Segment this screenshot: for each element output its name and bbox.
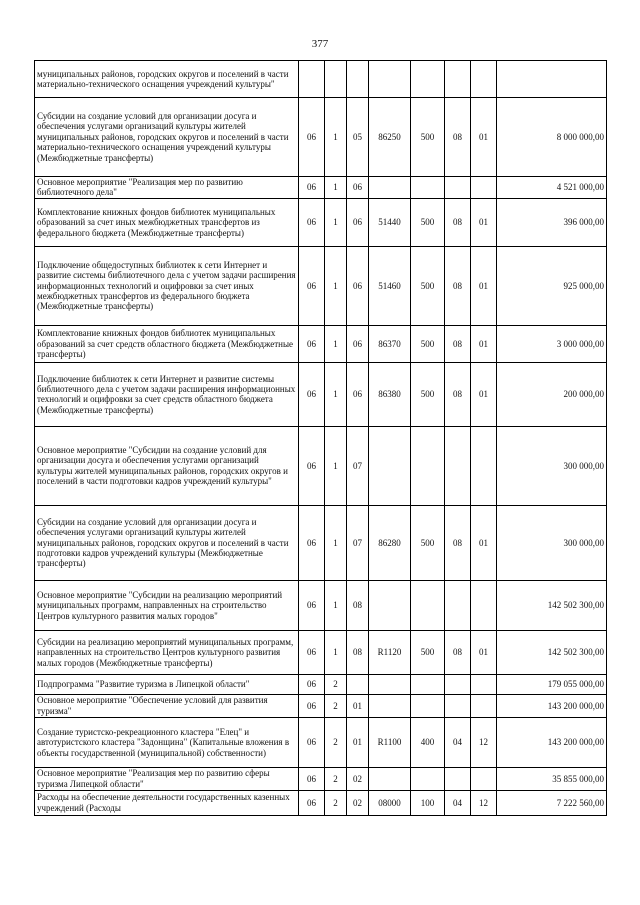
- code-direction: [369, 694, 411, 717]
- row-description: Создание туристско-рекреационного кластера "Елец" и автотуристского кластера "Задонщина" (Капитальные вложения в объекты государственной (муниципальной) собственности): [35, 717, 299, 767]
- code-section: 04: [445, 790, 471, 815]
- code-program: 1: [325, 426, 347, 505]
- row-description: Субсидии на создание условий для организации досуга и обеспечения услугами организаций культуры жителей муниципальных районов, городских округов и поселений в части материально-технического оснащения учреждений культуры (Межбюджетные трансферты): [35, 98, 299, 177]
- code-program: [325, 61, 347, 98]
- row-amount: 300 000,00: [497, 505, 607, 580]
- row-amount: 142 502 300,00: [497, 580, 607, 630]
- row-amount: 300 000,00: [497, 426, 607, 505]
- code-ministry: 06: [299, 580, 325, 630]
- code-program: 1: [325, 362, 347, 426]
- row-description: Комплектование книжных фондов библиотек муниципальных образований за счет иных межбюджетных трансфертов из федерального бюджета (Межбюджетные трансферты): [35, 198, 299, 246]
- code-direction: [369, 580, 411, 630]
- code-subsection: 12: [471, 717, 497, 767]
- code-section: [445, 426, 471, 505]
- table-row: [35, 630, 607, 674]
- code-subsection: 01: [471, 325, 497, 362]
- code-subsection: 12: [471, 790, 497, 815]
- code-ministry: 06: [299, 694, 325, 717]
- code-program: 1: [325, 325, 347, 362]
- code-section: [445, 694, 471, 717]
- code-program: 2: [325, 767, 347, 790]
- row-description: Подключение общедоступных библиотек к сети Интернет и развитие системы библиотечного дела с учетом задачи расширения информационных технологий и оцифровки за счет иных межбюджетных трансфертов из федерального бюджета (Межбюджетные трансферты): [35, 246, 299, 325]
- code-subsection: [471, 580, 497, 630]
- code-direction: [369, 426, 411, 505]
- table-row: [35, 98, 607, 177]
- row-amount: 925 000,00: [497, 246, 607, 325]
- code-subsection: [471, 177, 497, 199]
- code-subprogram: 07: [347, 426, 369, 505]
- row-amount: 179 055 000,00: [497, 674, 607, 694]
- code-program: 1: [325, 246, 347, 325]
- code-expense-type: 500: [411, 198, 445, 246]
- row-amount: 8 000 000,00: [497, 98, 607, 177]
- table-row: [35, 246, 607, 325]
- code-subprogram: 08: [347, 580, 369, 630]
- code-expense-type: 500: [411, 630, 445, 674]
- row-description: Основное мероприятие "Реализация мер по развитию библиотечного дела": [35, 177, 299, 199]
- code-program: 1: [325, 98, 347, 177]
- row-amount: 200 000,00: [497, 362, 607, 426]
- table-row: [35, 505, 607, 580]
- row-amount: 143 200 000,00: [497, 694, 607, 717]
- code-expense-type: 500: [411, 98, 445, 177]
- code-ministry: 06: [299, 717, 325, 767]
- code-subsection: 01: [471, 630, 497, 674]
- row-description: Основное мероприятие "Субсидии на создание условий для организации досуга и обеспечения услугами организаций культуры жителей муниципальных районов, городских округов и поселений в части подготовки кадров учреждений культуры": [35, 426, 299, 505]
- row-description: Основное мероприятие "Реализация мер по развитию сферы туризма Липецкой области": [35, 767, 299, 790]
- code-expense-type: [411, 767, 445, 790]
- table-row: [35, 580, 607, 630]
- code-expense-type: 500: [411, 325, 445, 362]
- code-program: 2: [325, 674, 347, 694]
- code-program: 2: [325, 717, 347, 767]
- code-section: 08: [445, 246, 471, 325]
- code-subprogram: 05: [347, 98, 369, 177]
- code-subprogram: 01: [347, 694, 369, 717]
- code-section: 08: [445, 325, 471, 362]
- code-direction: 08000: [369, 790, 411, 815]
- code-direction: [369, 177, 411, 199]
- table-row: [35, 674, 607, 694]
- row-description: Подпрограмма "Развитие туризма в Липецкой области": [35, 674, 299, 694]
- code-direction: 86380: [369, 362, 411, 426]
- code-program: 1: [325, 177, 347, 199]
- row-description: Субсидии на создание условий для организации досуга и обеспечения услугами организаций культуры жителей муниципальных районов, городских округов и поселений в части подготовки кадров учреждений культуры (Межбюджетные трансферты): [35, 505, 299, 580]
- code-section: 08: [445, 505, 471, 580]
- row-description: Подключение библиотек к сети Интернет и развитие системы библиотечного дела с учетом задачи расширения информационных технологий и оцифровки за счет средств областного бюджета (Межбюджетные трансферты): [35, 362, 299, 426]
- code-subprogram: 01: [347, 717, 369, 767]
- code-program: 1: [325, 630, 347, 674]
- code-subsection: [471, 674, 497, 694]
- table-row: [35, 790, 607, 815]
- code-expense-type: [411, 580, 445, 630]
- code-program: 1: [325, 580, 347, 630]
- row-amount: 7 222 560,00: [497, 790, 607, 815]
- code-section: 08: [445, 198, 471, 246]
- code-section: 08: [445, 630, 471, 674]
- code-ministry: 06: [299, 630, 325, 674]
- code-expense-type: 500: [411, 246, 445, 325]
- code-section: 04: [445, 717, 471, 767]
- code-direction: [369, 674, 411, 694]
- code-expense-type: [411, 61, 445, 98]
- code-subsection: 01: [471, 362, 497, 426]
- code-program: 1: [325, 505, 347, 580]
- code-expense-type: 400: [411, 717, 445, 767]
- code-section: [445, 61, 471, 98]
- code-section: [445, 580, 471, 630]
- code-ministry: 06: [299, 505, 325, 580]
- code-expense-type: [411, 694, 445, 717]
- code-direction: R1100: [369, 717, 411, 767]
- code-program: 2: [325, 694, 347, 717]
- row-amount: 396 000,00: [497, 198, 607, 246]
- code-expense-type: [411, 674, 445, 694]
- budget-table: [34, 60, 607, 816]
- row-amount: 4 521 000,00: [497, 177, 607, 199]
- code-subprogram: 06: [347, 325, 369, 362]
- table-row: [35, 717, 607, 767]
- code-section: 08: [445, 98, 471, 177]
- row-amount: 142 502 300,00: [497, 630, 607, 674]
- code-subprogram: 06: [347, 198, 369, 246]
- code-ministry: 06: [299, 362, 325, 426]
- code-ministry: 06: [299, 325, 325, 362]
- row-description: Основное мероприятие "Обеспечение условий для развития туризма": [35, 694, 299, 717]
- code-section: [445, 674, 471, 694]
- table-row: [35, 767, 607, 790]
- row-amount: 143 200 000,00: [497, 717, 607, 767]
- code-subprogram: 06: [347, 246, 369, 325]
- table-body: [35, 61, 607, 816]
- code-subprogram: [347, 61, 369, 98]
- code-subprogram: 07: [347, 505, 369, 580]
- table-row: [35, 177, 607, 199]
- code-subprogram: 06: [347, 362, 369, 426]
- code-direction: 86250: [369, 98, 411, 177]
- code-direction: 86370: [369, 325, 411, 362]
- row-description: Основное мероприятие "Субсидии на реализацию мероприятий муниципальных программ, направленных на строительство Центров культурного развития малых городов": [35, 580, 299, 630]
- code-ministry: 06: [299, 674, 325, 694]
- code-direction: [369, 767, 411, 790]
- code-expense-type: 100: [411, 790, 445, 815]
- code-expense-type: 500: [411, 362, 445, 426]
- row-amount: [497, 61, 607, 98]
- table-row: [35, 325, 607, 362]
- table-row: [35, 362, 607, 426]
- code-ministry: 06: [299, 426, 325, 505]
- row-amount: 3 000 000,00: [497, 325, 607, 362]
- table-row: [35, 61, 607, 98]
- code-direction: R1120: [369, 630, 411, 674]
- code-expense-type: [411, 177, 445, 199]
- code-ministry: 06: [299, 98, 325, 177]
- code-ministry: 06: [299, 177, 325, 199]
- code-expense-type: [411, 426, 445, 505]
- table-row: [35, 198, 607, 246]
- code-subsection: 01: [471, 198, 497, 246]
- page-number: 377: [311, 38, 329, 50]
- code-subsection: [471, 767, 497, 790]
- code-program: 2: [325, 790, 347, 815]
- row-amount: 35 855 000,00: [497, 767, 607, 790]
- code-subsection: [471, 426, 497, 505]
- row-description: Субсидии на реализацию мероприятий муниципальных программ, направленных на строительство Центров культурного развития малых городов (Межбюджетные трансферты): [35, 630, 299, 674]
- code-ministry: 06: [299, 790, 325, 815]
- code-section: [445, 767, 471, 790]
- code-ministry: 06: [299, 246, 325, 325]
- code-subprogram: [347, 674, 369, 694]
- code-subprogram: 08: [347, 630, 369, 674]
- code-subsection: [471, 61, 497, 98]
- code-direction: 86280: [369, 505, 411, 580]
- table-row: [35, 426, 607, 505]
- table-row: [35, 694, 607, 717]
- code-subprogram: 02: [347, 790, 369, 815]
- code-ministry: 06: [299, 767, 325, 790]
- code-direction: [369, 61, 411, 98]
- code-section: 08: [445, 362, 471, 426]
- code-expense-type: 500: [411, 505, 445, 580]
- code-program: 1: [325, 198, 347, 246]
- code-subsection: 01: [471, 505, 497, 580]
- code-subprogram: 06: [347, 177, 369, 199]
- code-ministry: 06: [299, 198, 325, 246]
- row-description: Комплектование книжных фондов библиотек муниципальных образований за счет средств областного бюджета (Межбюджетные трансферты): [35, 325, 299, 362]
- row-description: муниципальных районов, городских округов и поселений в части материально-технического оснащения учреждений культуры": [35, 61, 299, 98]
- code-subsection: 01: [471, 98, 497, 177]
- code-direction: 51440: [369, 198, 411, 246]
- code-direction: 51460: [369, 246, 411, 325]
- code-section: [445, 177, 471, 199]
- code-ministry: [299, 61, 325, 98]
- code-subprogram: 02: [347, 767, 369, 790]
- row-description: Расходы на обеспечение деятельности государственных казенных учреждений (Расходы: [35, 790, 299, 815]
- code-subsection: [471, 694, 497, 717]
- code-subsection: 01: [471, 246, 497, 325]
